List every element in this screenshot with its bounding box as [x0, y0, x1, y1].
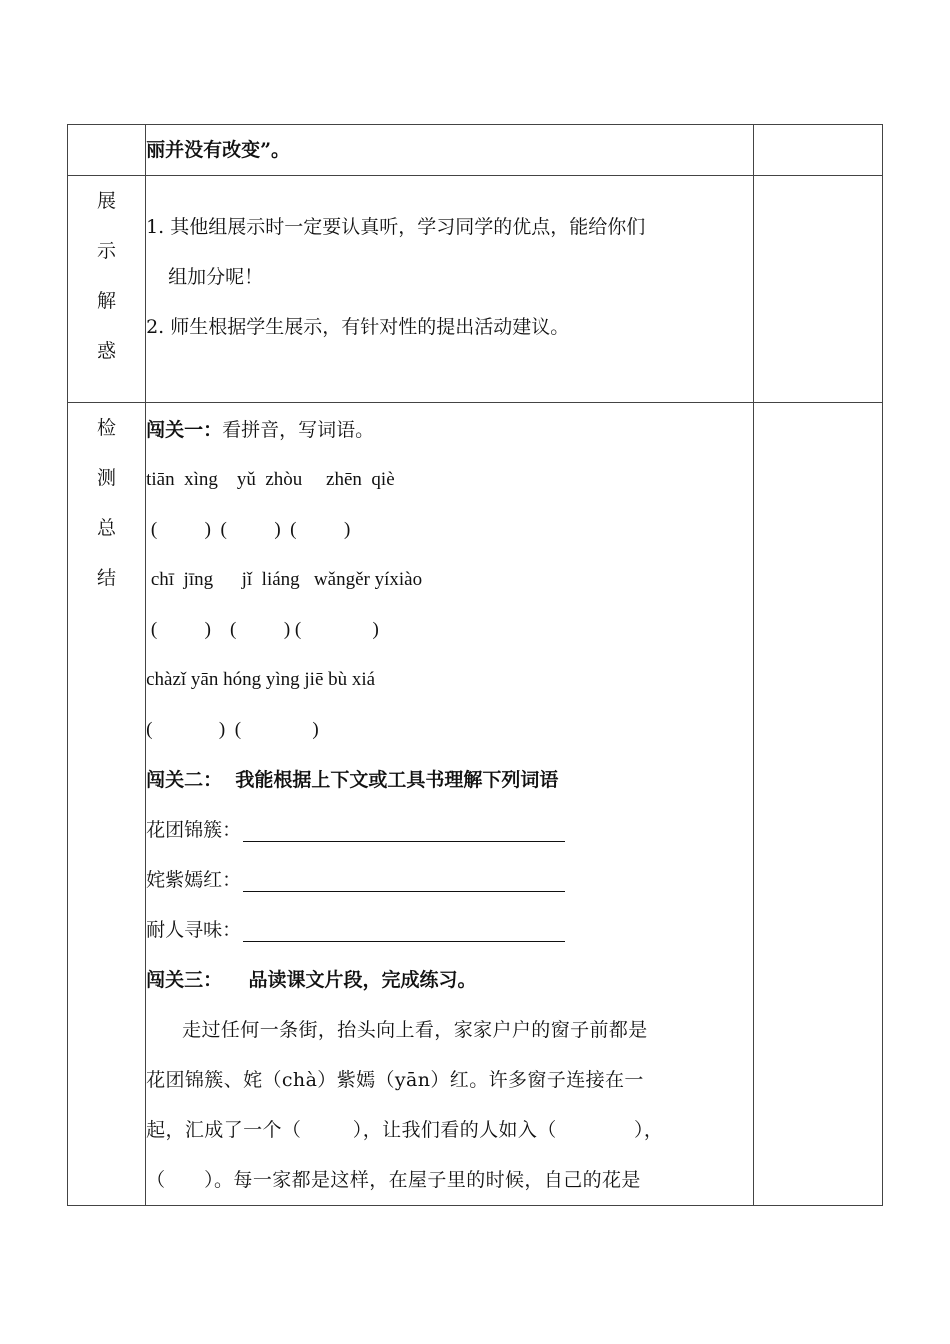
table-row-display — [68, 176, 883, 403]
passage-line: （ ）。每一家都是这样，在屋子里的时候，自己的花是 — [146, 1169, 641, 1191]
content-cell — [146, 125, 754, 176]
answer-blank-row: ( ) ( ) ( ) — [146, 519, 351, 540]
passage-line: 花团锦簇、姹（chà）紫嫣（yān）红。许多窗子连接在一 — [146, 1069, 644, 1091]
answer-blank-row: ( ) ( ) — [146, 719, 319, 740]
list-item: 1. 其他组展示时一定要认真听，学习同学的优点，能给你们 — [146, 216, 646, 238]
label-char: 总 — [97, 517, 117, 539]
vocab-word: 耐人寻味： — [146, 919, 242, 941]
pinyin-row: chī jīng jǐ liáng wǎngěr yíxiào — [146, 569, 423, 590]
level2-title: 闯关二： 我能根据上下文或工具书理解下列词语 — [146, 769, 559, 791]
notes-cell — [753, 403, 882, 1206]
passage-line: 走过任何一条街，抬头向上看，家家户户的窗子前都是 — [182, 1019, 648, 1041]
label-char: 测 — [97, 467, 117, 489]
answer-blank-row: ( ) ( ) ( ) — [146, 619, 379, 640]
notes-cell — [753, 125, 882, 176]
label-char: 检 — [97, 417, 117, 439]
table-row-test — [68, 403, 883, 1206]
label-cell-empty — [68, 125, 146, 176]
section-label-test — [68, 403, 146, 1206]
level1-heading — [146, 405, 753, 455]
passage-line: 起，汇成了一个（ ），让我们看的人如入（ ）， — [146, 1119, 664, 1141]
vocab-word: 姹紫嫣红： — [146, 869, 242, 891]
test-content-cell — [146, 403, 754, 1206]
continued-text: 丽并没有改变”。 — [146, 139, 291, 161]
answer-line — [243, 921, 565, 942]
list-item-continuation: 组加分呢！ — [168, 266, 264, 288]
reading-passage — [146, 1005, 753, 1205]
label-char: 示 — [97, 240, 117, 262]
answer-line — [243, 821, 565, 842]
lesson-table — [67, 124, 883, 1206]
level3-title: 闯关三： 品读课文片段，完成练习。 — [146, 969, 477, 991]
level1-title: 闯关一： — [146, 419, 223, 441]
label-char: 惑 — [97, 340, 117, 362]
pinyin-row: tiān xìng yǔ zhòu zhēn qiè — [146, 469, 395, 490]
label-char: 展 — [97, 190, 117, 212]
word-definition-item — [146, 805, 753, 855]
section-label-display — [68, 176, 146, 403]
level1-instruction: 看拼音，写词语。 — [222, 419, 375, 441]
answer-line — [243, 871, 565, 892]
label-char: 结 — [97, 567, 117, 589]
pinyin-row: chàzǐ yān hóng yìng jiē bù xiá — [146, 669, 376, 690]
display-content-cell — [146, 176, 754, 403]
word-definition-item — [146, 905, 753, 955]
vocab-word: 花团锦簇： — [146, 819, 242, 841]
list-item: 2. 师生根据学生展示，有针对性的提出活动建议。 — [146, 316, 570, 338]
label-char: 解 — [97, 290, 117, 312]
word-definition-item — [146, 855, 753, 905]
notes-cell — [753, 176, 882, 403]
table-row-continuation — [68, 125, 883, 176]
